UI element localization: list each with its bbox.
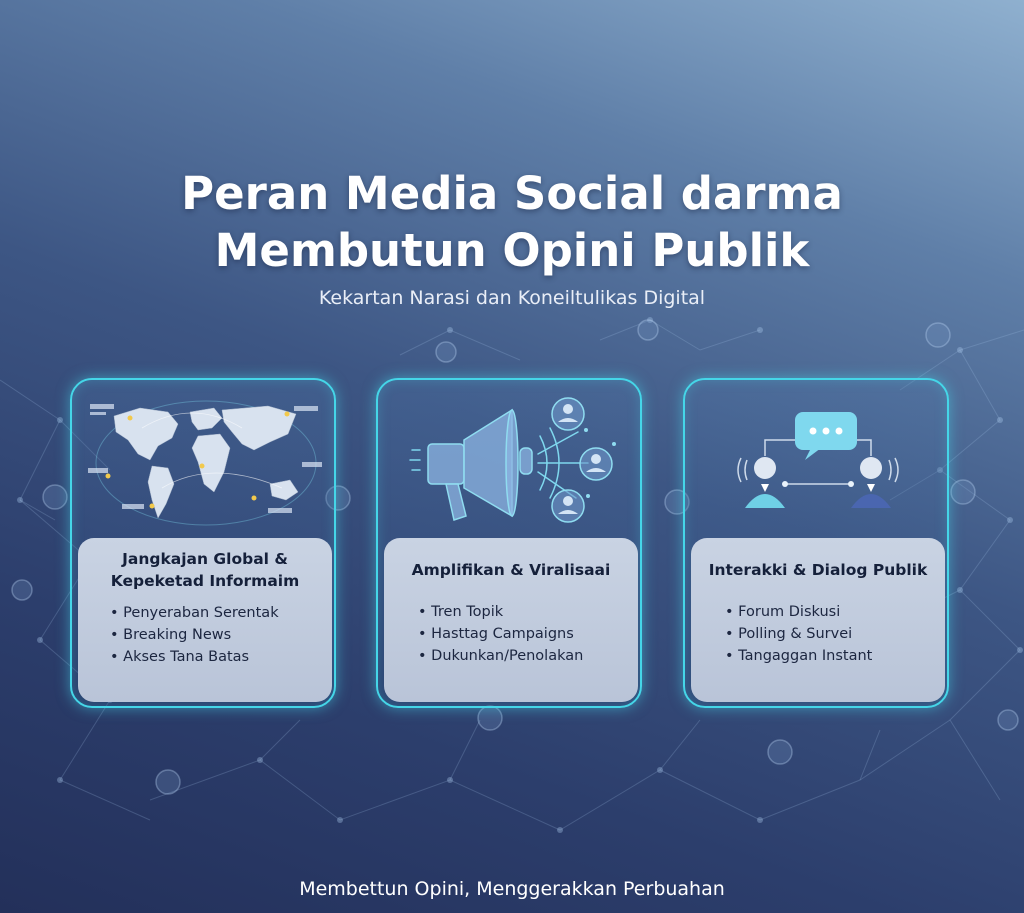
list-item: • Forum Diskusi — [725, 601, 945, 623]
list-item: • Hasttag Campaigns — [418, 623, 638, 645]
list-item: • Dukunkan/Penolakan — [418, 645, 638, 667]
card-title-line-1: Interakki & Dialog Publik — [708, 561, 928, 579]
card-panel — [384, 538, 638, 702]
card-panel — [691, 538, 945, 702]
dialog-people-icon — [695, 388, 941, 536]
world-map-icon — [82, 388, 328, 536]
card-amplification — [376, 378, 642, 708]
card-panel — [78, 538, 332, 702]
megaphone-icon — [388, 388, 634, 536]
list-item: • Tren Topik — [418, 601, 638, 623]
card-title — [78, 538, 332, 592]
title-line-1: Peran Media Social darma — [181, 167, 843, 220]
card-title-line-2: Kepeketad Informaim — [110, 572, 300, 590]
list-item: • Breaking News — [110, 624, 332, 646]
card-global-reach — [70, 378, 336, 708]
list-item: • Akses Tana Batas — [110, 646, 332, 668]
page-subtitle: Kekartan Narasi dan Koneiltulikas Digital — [318, 287, 706, 309]
footer-tagline: Membettun Opini, Menggerakkan Perbuahan — [299, 878, 725, 900]
card-title — [384, 538, 638, 581]
page-title — [0, 165, 1024, 279]
card-list — [725, 601, 945, 667]
card-title-line-1: Jangkajan Global & — [122, 550, 288, 568]
card-title-line-1: Amplifikan & Viralisaai — [411, 561, 611, 579]
title-line-2: Membutun Opini Publik — [214, 224, 810, 277]
card-list — [110, 602, 332, 668]
card-title — [691, 538, 945, 581]
card-interaction — [683, 378, 949, 708]
list-item: • Tangaggan Instant — [725, 645, 945, 667]
list-item: • Penyeraban Serentak — [110, 602, 332, 624]
card-list — [418, 601, 638, 667]
list-item: • Polling & Survei — [725, 623, 945, 645]
